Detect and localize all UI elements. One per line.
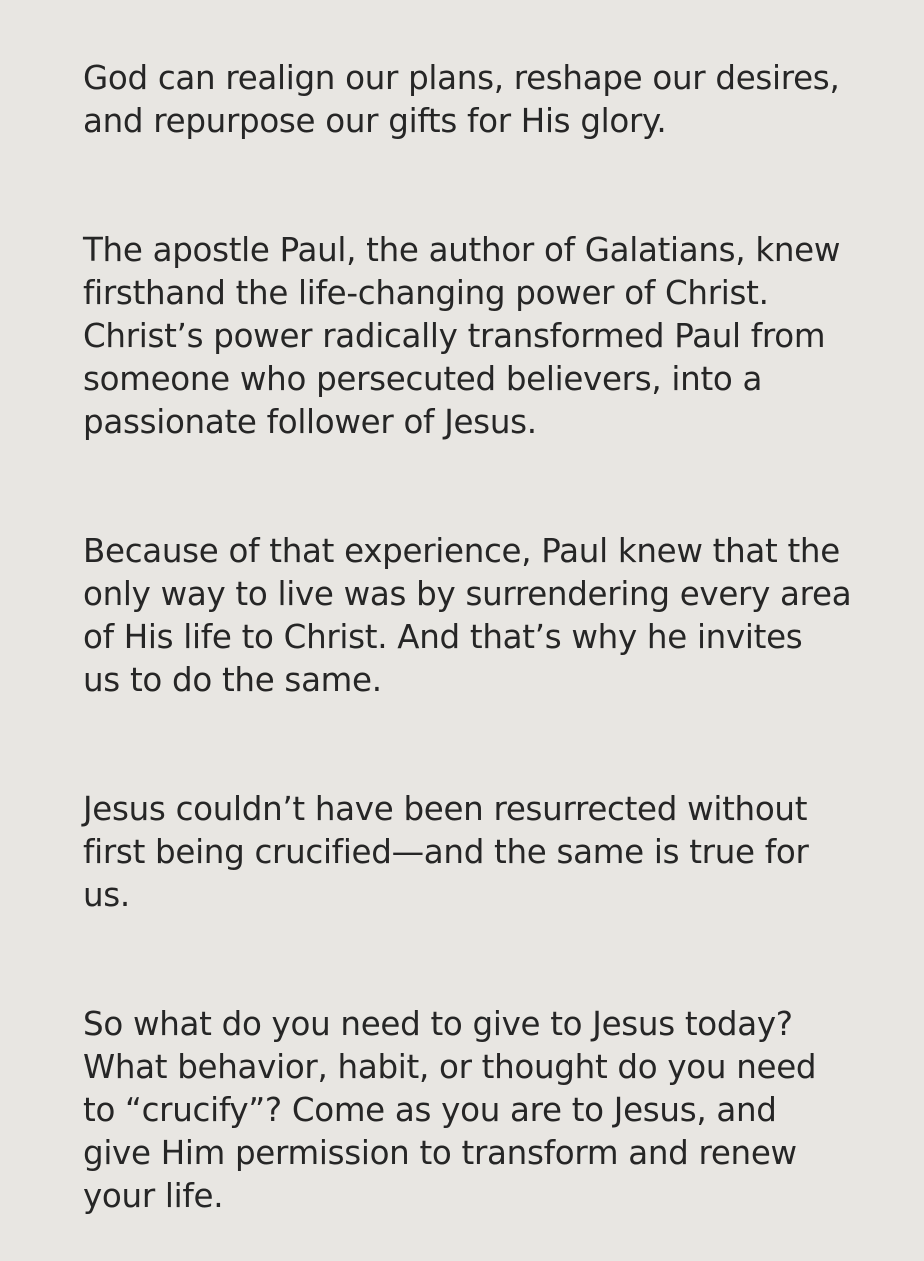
paragraph-5: So what do you need to give to Jesus today? What behavior, habit, or thought do you need to “crucify”? Come as you are to Jesus, and give Him permission to transform and renew your life. (83, 1005, 817, 1215)
devotional-text (83, 14, 884, 1261)
paragraph-1: God can realign our plans, reshape our desires, and repurpose our gifts for His glory. (83, 59, 840, 140)
paragraph-3: Because of that experience, Paul knew that the only way to live was by surrendering every area of His life to Christ. And that’s why he invites us to do the same. (83, 532, 852, 699)
paragraph-2: The apostle Paul, the author of Galatians, knew firsthand the life-changing power of Christ. Christ’s power radically transformed Paul from someone who persecuted believers, into a passionate follower of Jesus. (83, 231, 841, 441)
paragraph-4: Jesus couldn’t have been resurrected without first being crucified—and the same is true for us. (83, 790, 809, 914)
